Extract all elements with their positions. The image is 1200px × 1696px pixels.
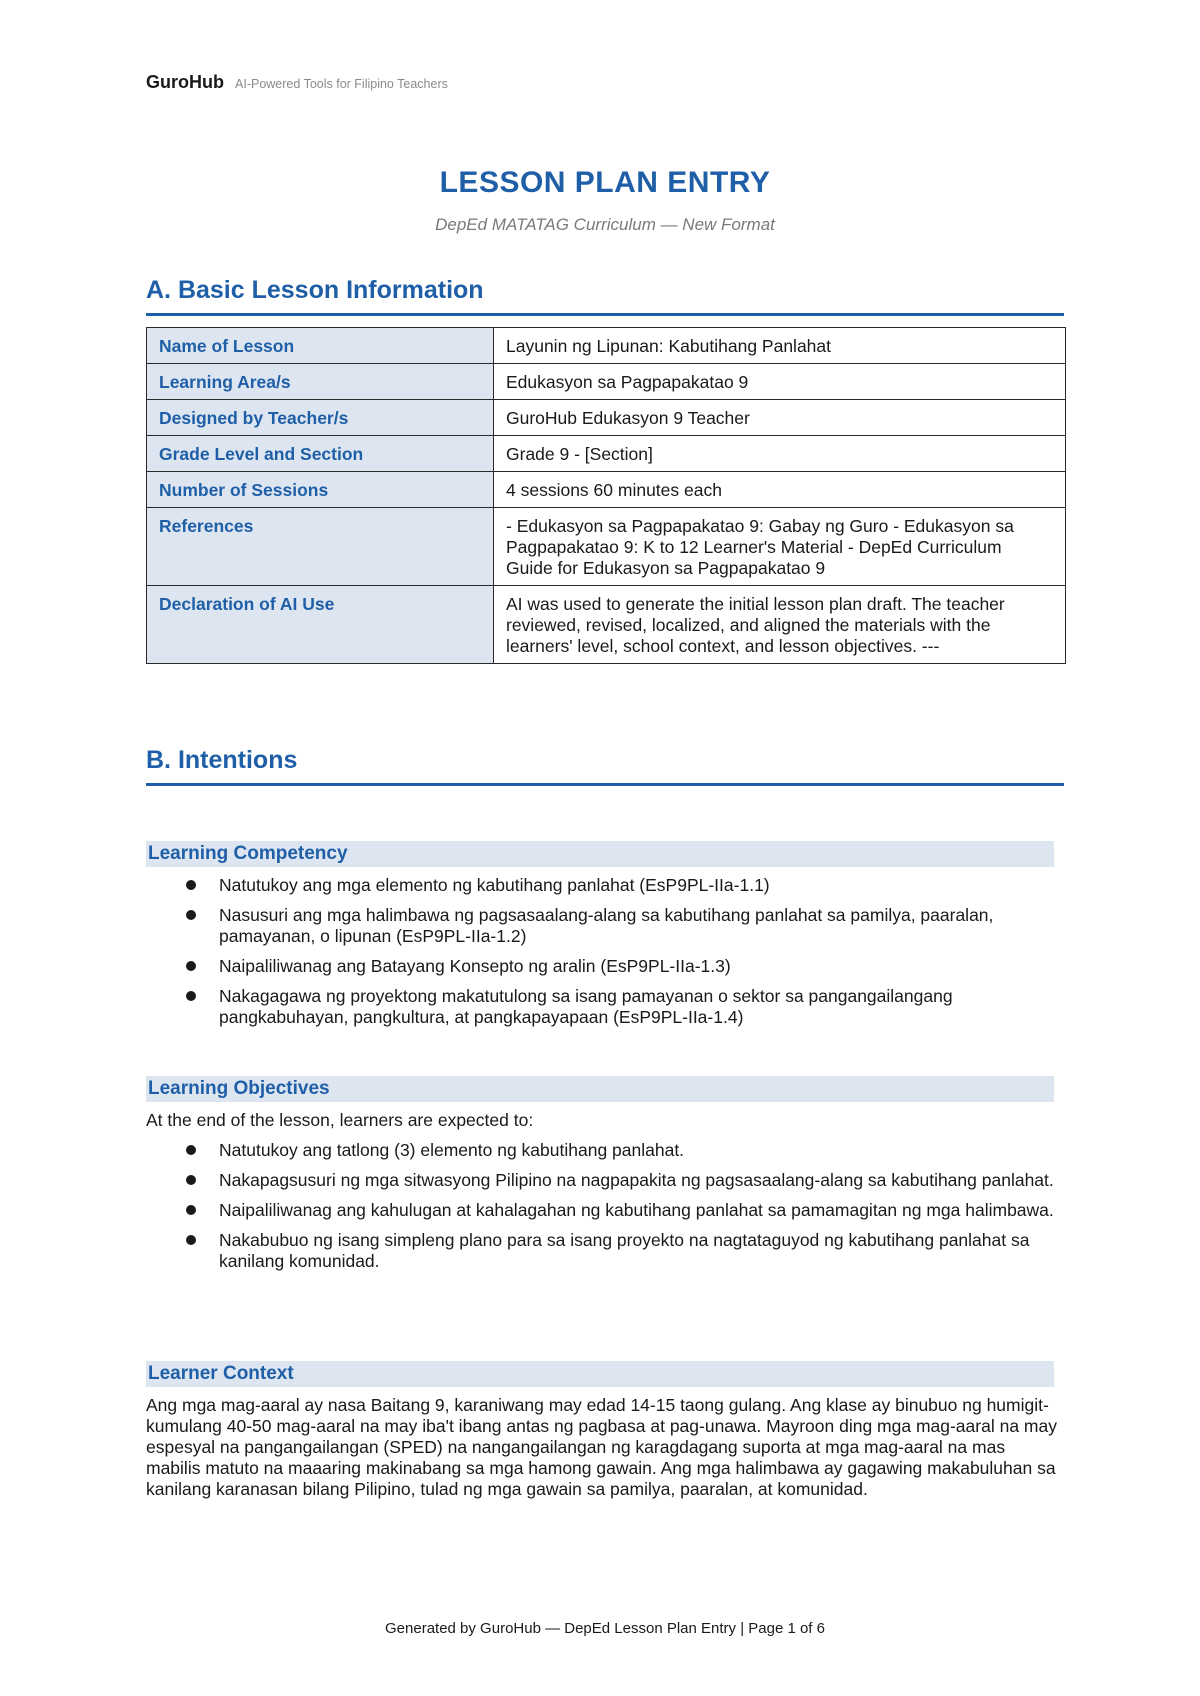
table-row — [147, 400, 1066, 436]
section-b-heading: B. Intentions — [146, 746, 1064, 786]
list-item-text: Nakagagawa ng proyektong makatutulong sa isang pamayanan o sektor sa pangangailangang pangkabuhayan, pangkultura, at pangkapayapaan (EsP9PL-IIa-1.4) — [219, 986, 953, 1027]
list-item-text: Natutukoy ang mga elemento ng kabutihang panlahat (EsP9PL-IIa-1.1) — [219, 875, 770, 895]
row-value: 4 sessions 60 minutes each — [494, 472, 1066, 508]
list-item-text: Naipaliliwanag ang Batayang Konsepto ng aralin (EsP9PL-IIa-1.3) — [219, 956, 731, 976]
list-item — [146, 1170, 1066, 1191]
bullet-icon — [186, 1235, 196, 1245]
learner-context-text: Ang mga mag-aaral ay nasa Baitang 9, karaniwang may edad 14-15 taong gulang. Ang klase ay binubuo ng humigit-kumulang 40-50 mag-aaral na may iba't ibang antas ng pagbasa at pag-unawa. Mayroon ding mga mag-aaral na may espesyal na pangangailangan (SPED) na nangangailangan ng karagdagang suporta at mga mag-aaral na mas mabilis matuto na maaaring makinabang sa mga hamong gawain. Ang mga halimbawa ay gagawing makabuluhan sa kanilang karanasan bilang Pilipino, tulad ng mga gawain sa pamilya, paaralan, at komunidad. — [146, 1395, 1057, 1499]
row-label: Grade Level and Section — [147, 436, 494, 472]
learning-objectives-list — [146, 1140, 1066, 1281]
table-row — [147, 472, 1066, 508]
objectives-intro: At the end of the lesson, learners are expected to: — [146, 1110, 534, 1130]
learning-competency-heading: Learning Competency — [146, 841, 1054, 867]
list-item-text: Natutukoy ang tatlong (3) elemento ng kabutihang panlahat. — [219, 1140, 685, 1160]
list-item — [146, 956, 1066, 977]
row-label: Declaration of AI Use — [147, 586, 494, 664]
row-label: Number of Sessions — [147, 472, 494, 508]
list-item-text: Naipaliliwanag ang kahulugan at kahalagahan ng kabutihang panlahat sa pamamagitan ng mga halimbawa. — [219, 1200, 1054, 1220]
row-value: AI was used to generate the initial lesson plan draft. The teacher reviewed, revised, localized, and aligned the materials with the learners' level, school context, and lesson objectives. --- — [494, 586, 1066, 664]
row-value: - Edukasyon sa Pagpapakatao 9: Gabay ng Guro - Edukasyon sa Pagpapakatao 9: K to 12 Learner's Material - DepEd Curriculum Guide for Edukasyon sa Pagpapakatao 9 — [494, 508, 1066, 586]
bullet-icon — [186, 991, 196, 1001]
bullet-icon — [186, 880, 196, 890]
table-row — [147, 586, 1066, 664]
row-label: Designed by Teacher/s — [147, 400, 494, 436]
brand-name: GuroHub — [146, 72, 224, 92]
learning-competency-list — [146, 875, 1066, 1037]
document-title: LESSON PLAN ENTRY — [439, 166, 771, 199]
basic-info-table — [146, 327, 1066, 664]
list-item-text: Nakabubuo ng isang simpleng plano para sa isang proyekto na nagtataguyod ng kabutihang panlahat sa kanilang komunidad. — [219, 1230, 1030, 1271]
row-value: Edukasyon sa Pagpapakatao 9 — [494, 364, 1066, 400]
list-item — [146, 1200, 1066, 1221]
list-item — [146, 1230, 1066, 1272]
table-row — [147, 436, 1066, 472]
list-item — [146, 905, 1066, 947]
learner-context-heading: Learner Context — [146, 1361, 1054, 1387]
row-label: References — [147, 508, 494, 586]
document-subtitle: DepEd MATATAG Curriculum — New Format — [435, 215, 775, 234]
bullet-icon — [186, 1145, 196, 1155]
row-label: Learning Area/s — [147, 364, 494, 400]
list-item — [146, 986, 1066, 1028]
row-value: Grade 9 - [Section] — [494, 436, 1066, 472]
list-item — [146, 1140, 1066, 1161]
section-a-heading: A. Basic Lesson Information — [146, 276, 1064, 316]
table-row — [147, 508, 1066, 586]
row-label: Name of Lesson — [147, 328, 494, 364]
bullet-icon — [186, 1175, 196, 1185]
table-row — [147, 364, 1066, 400]
row-value: GuroHub Edukasyon 9 Teacher — [494, 400, 1066, 436]
bullet-icon — [186, 961, 196, 971]
table-row — [147, 328, 1066, 364]
bullet-icon — [186, 910, 196, 920]
list-item-text: Nakapagsusuri ng mga sitwasyong Pilipino na nagpapakita ng pagsasaalang-alang sa kabutihang panlahat. — [219, 1170, 1054, 1190]
list-item — [146, 875, 1066, 896]
bullet-icon — [186, 1205, 196, 1215]
page-footer: Generated by GuroHub — DepEd Lesson Plan Entry | Page 1 of 6 — [385, 1620, 825, 1637]
brand-header — [146, 72, 448, 93]
learning-objectives-heading: Learning Objectives — [146, 1076, 1054, 1102]
row-value: Layunin ng Lipunan: Kabutihang Panlahat — [494, 328, 1066, 364]
list-item-text: Nasusuri ang mga halimbawa ng pagsasaalang-alang sa kabutihang panlahat sa pamilya, paaralan, pamayanan, o lipunan (EsP9PL-IIa-1.2) — [219, 905, 994, 946]
brand-tagline: AI-Powered Tools for Filipino Teachers — [235, 77, 448, 91]
